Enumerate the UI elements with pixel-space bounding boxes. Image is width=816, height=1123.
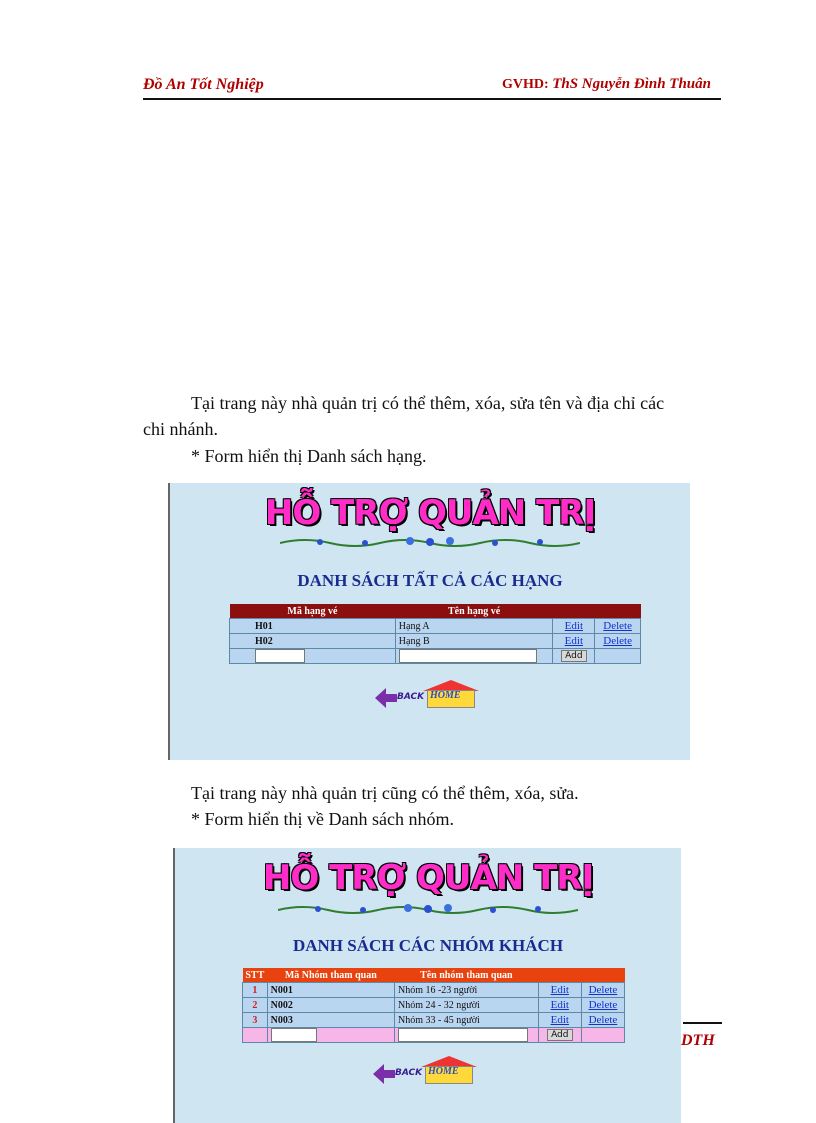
header-gvhd-label: GVHD: (502, 77, 553, 92)
paragraph-1-line-2: chi nhánh. (143, 419, 218, 439)
column-header-code: Mã hạng vé (230, 604, 396, 619)
flower-vine-decoration (280, 535, 580, 549)
paragraph-3: Tại trang này nhà quản trị cũng có thể thêm, xóa, sửa. (191, 783, 579, 803)
back-home-button[interactable] (375, 686, 485, 712)
paragraph-1-line-1: Tại trang này nhà quản trị có thể thêm, xóa, sửa tên và địa chỉ các (191, 393, 665, 413)
cell-name: Nhóm 24 - 32 người (394, 998, 538, 1013)
footer-text-fragment: DTH (681, 1032, 715, 1049)
add-row (243, 1028, 625, 1043)
cell-name: Hạng B (395, 634, 553, 649)
cell-name: Nhóm 16 -23 người (394, 983, 538, 998)
flower-vine-decoration (278, 902, 578, 916)
form-visitor-groups-screenshot (173, 848, 681, 1123)
back-arrow-icon (375, 688, 397, 708)
table-row (230, 634, 641, 649)
form-title: DANH SÁCH TẤT CẢ CÁC HẠNG (297, 571, 563, 590)
delete-link[interactable]: Delete (588, 999, 618, 1011)
paragraph-4: * Form hiển thị về Danh sách nhóm. (191, 809, 454, 829)
name-input[interactable] (399, 649, 537, 663)
table-header-row (243, 968, 625, 983)
cell-code: H01 (230, 619, 396, 634)
paragraph-2: * Form hiển thị Danh sách hạng. (191, 446, 427, 466)
column-header-code: Mã Nhóm tham quan (267, 968, 394, 983)
visitor-group-table (242, 968, 625, 1043)
column-header-blank (595, 604, 641, 619)
page-header (143, 76, 721, 100)
table-row (243, 1013, 625, 1028)
header-advisor-name: ThS Nguyễn Đình Thuân (552, 76, 711, 92)
back-label: BACK (397, 692, 425, 702)
code-input[interactable] (271, 1028, 317, 1042)
column-header-blank (538, 968, 581, 983)
column-header-name: Tên hạng vé (395, 604, 553, 619)
back-home-button[interactable] (373, 1062, 483, 1088)
admin-banner: HỖ TRỢ QUẢN TRỊ (262, 858, 594, 898)
add-button[interactable]: Add (561, 650, 586, 662)
header-right (502, 76, 711, 93)
column-header-blank (581, 968, 624, 983)
table-row (230, 619, 641, 634)
cell-stt: 1 (243, 983, 268, 998)
edit-link[interactable]: Edit (550, 999, 569, 1011)
table-header-row (230, 604, 641, 619)
back-arrow-icon (373, 1064, 395, 1084)
code-input[interactable] (255, 649, 305, 663)
column-header-name: Tên nhóm tham quan (394, 968, 538, 983)
edit-link[interactable]: Edit (550, 1014, 569, 1026)
cell-code: N001 (267, 983, 394, 998)
cell-stt: 3 (243, 1013, 268, 1028)
back-label: BACK (395, 1068, 423, 1078)
edit-link[interactable]: Edit (550, 984, 569, 996)
edit-link[interactable]: Edit (564, 635, 584, 647)
delete-link[interactable]: Delete (588, 984, 618, 996)
home-label: HOME (428, 1066, 459, 1077)
form-title: DANH SÁCH CÁC NHÓM KHÁCH (292, 936, 564, 955)
cell-code: H02 (230, 634, 396, 649)
admin-banner: HỖ TRỢ QUẢN TRỊ (264, 493, 596, 533)
delete-link[interactable]: Delete (588, 1014, 618, 1026)
edit-link[interactable]: Edit (564, 620, 584, 632)
home-label: HOME (430, 690, 461, 701)
cell-name: Hạng A (395, 619, 553, 634)
column-header-stt: STT (243, 968, 268, 983)
delete-link[interactable]: Delete (603, 620, 632, 632)
table-row (243, 983, 625, 998)
footer-rule-fragment (683, 1022, 722, 1024)
cell-code: N003 (267, 1013, 394, 1028)
table-row (243, 998, 625, 1013)
cell-name: Nhóm 33 - 45 người (394, 1013, 538, 1028)
delete-link[interactable]: Delete (603, 635, 632, 647)
form-ticket-classes-screenshot (168, 483, 690, 760)
add-row (230, 649, 641, 664)
add-button[interactable]: Add (547, 1029, 572, 1041)
ticket-class-table (229, 604, 641, 664)
header-left-title: Đồ An Tốt Nghiệp (143, 76, 264, 93)
column-header-blank (553, 604, 595, 619)
cell-code: N002 (267, 998, 394, 1013)
cell-stt: 2 (243, 998, 268, 1013)
name-input[interactable] (398, 1028, 528, 1042)
